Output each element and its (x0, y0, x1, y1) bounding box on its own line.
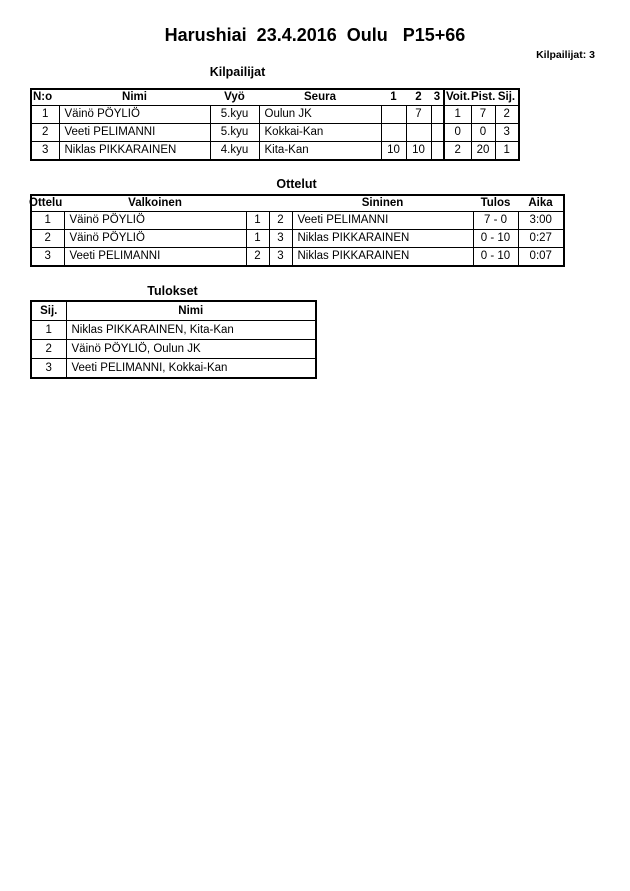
table-row (31, 230, 564, 248)
col-r2: 2 (406, 89, 431, 106)
competitor-r3 (431, 142, 444, 161)
match-time: 0:27 (518, 230, 564, 248)
table-header-row (31, 195, 564, 212)
match-result: 0 - 10 (473, 248, 518, 267)
match-blue-name: Niklas PIKKARAINEN (292, 248, 473, 267)
competitor-r1 (381, 124, 406, 142)
competitor-rank: 3 (495, 124, 519, 142)
matches-heading: Ottelut (276, 177, 317, 191)
col-result: Tulos (473, 195, 518, 212)
col-points: Pist. (471, 89, 495, 106)
col-wins: Voit. (444, 89, 471, 106)
col-white-no (246, 195, 269, 212)
competitor-wins: 2 (444, 142, 471, 161)
results-table (30, 300, 317, 379)
matches-table (30, 194, 565, 267)
competitor-club: Kokkai-Kan (259, 124, 381, 142)
competitor-points: 0 (471, 124, 495, 142)
match-blue-no: 2 (269, 212, 292, 230)
competitor-r1 (381, 106, 406, 124)
result-name: Väinö PÖYLIÖ, Oulun JK (66, 340, 316, 359)
table-row (31, 106, 519, 124)
competitor-belt: 5.kyu (210, 106, 259, 124)
match-no: 2 (31, 230, 64, 248)
match-time: 3:00 (518, 212, 564, 230)
competitor-r2: 10 (406, 142, 431, 161)
table-header-row (31, 301, 316, 321)
competitor-r2 (406, 124, 431, 142)
competitor-wins: 1 (444, 106, 471, 124)
col-rank: Sij. (31, 301, 66, 321)
col-r3: 3 (431, 89, 444, 106)
result-name: Niklas PIKKARAINEN, Kita-Kan (66, 321, 316, 340)
col-match (31, 195, 64, 212)
result-rank: 2 (31, 340, 66, 359)
competitor-no: 3 (31, 142, 59, 161)
competitor-club: Oulun JK (259, 106, 381, 124)
table-row (31, 359, 316, 379)
competitor-rank: 2 (495, 106, 519, 124)
match-no: 1 (31, 212, 64, 230)
competitor-no: 1 (31, 106, 59, 124)
competitor-r3 (431, 124, 444, 142)
table-header-row (31, 89, 519, 106)
page-title: Harushiai 23.4.2016 Oulu P15+66 (164, 25, 466, 45)
competitor-wins: 0 (444, 124, 471, 142)
match-result: 0 - 10 (473, 230, 518, 248)
competitor-r1: 10 (381, 142, 406, 161)
competitor-belt: 5.kyu (210, 124, 259, 142)
competitor-points: 7 (471, 106, 495, 124)
competitor-count: Kilpailijat: 3 (536, 49, 595, 61)
col-name: Nimi (66, 301, 316, 321)
match-white-no: 1 (246, 212, 269, 230)
results-heading: Tulokset (147, 284, 198, 298)
col-belt: Vyö (210, 89, 259, 106)
result-rank: 3 (31, 359, 66, 379)
competitor-belt: 4.kyu (210, 142, 259, 161)
table-row (31, 142, 519, 161)
match-blue-no: 3 (269, 230, 292, 248)
match-blue-no: 3 (269, 248, 292, 267)
competitor-name: Niklas PIKKARAINEN (59, 142, 210, 161)
col-blue-no (269, 195, 292, 212)
match-white-no: 2 (246, 248, 269, 267)
match-white-name: Väinö PÖYLIÖ (64, 230, 246, 248)
competitor-r2: 7 (406, 106, 431, 124)
col-blue: Sininen (292, 195, 473, 212)
col-name: Nimi (59, 89, 210, 106)
competitor-name: Veeti PELIMANNI (59, 124, 210, 142)
table-row (31, 340, 316, 359)
competitor-r3 (431, 106, 444, 124)
match-white-name: Väinö PÖYLIÖ (64, 212, 246, 230)
competitor-rank: 1 (495, 142, 519, 161)
match-white-no: 1 (246, 230, 269, 248)
col-white: Valkoinen (64, 195, 246, 212)
competitor-name: Väinö PÖYLIÖ (59, 106, 210, 124)
result-name: Veeti PELIMANNI, Kokkai-Kan (66, 359, 316, 379)
col-club: Seura (259, 89, 381, 106)
competitors-heading: Kilpailijat (209, 65, 266, 79)
table-row (31, 124, 519, 142)
col-rank: Sij. (495, 89, 519, 106)
table-row (31, 248, 564, 267)
col-no: N:o (31, 89, 59, 106)
table-row (31, 212, 564, 230)
col-r1: 1 (381, 89, 406, 106)
col-match-label: Ottelu (29, 197, 63, 209)
competitor-points: 20 (471, 142, 495, 161)
match-blue-name: Veeti PELIMANNI (292, 212, 473, 230)
match-blue-name: Niklas PIKKARAINEN (292, 230, 473, 248)
match-no: 3 (31, 248, 64, 267)
result-rank: 1 (31, 321, 66, 340)
table-row (31, 321, 316, 340)
competitor-club: Kita-Kan (259, 142, 381, 161)
competitor-no: 2 (31, 124, 59, 142)
match-result: 7 - 0 (473, 212, 518, 230)
col-time: Aika (518, 195, 564, 212)
match-white-name: Veeti PELIMANNI (64, 248, 246, 267)
competitors-table (30, 88, 520, 161)
match-time: 0:07 (518, 248, 564, 267)
